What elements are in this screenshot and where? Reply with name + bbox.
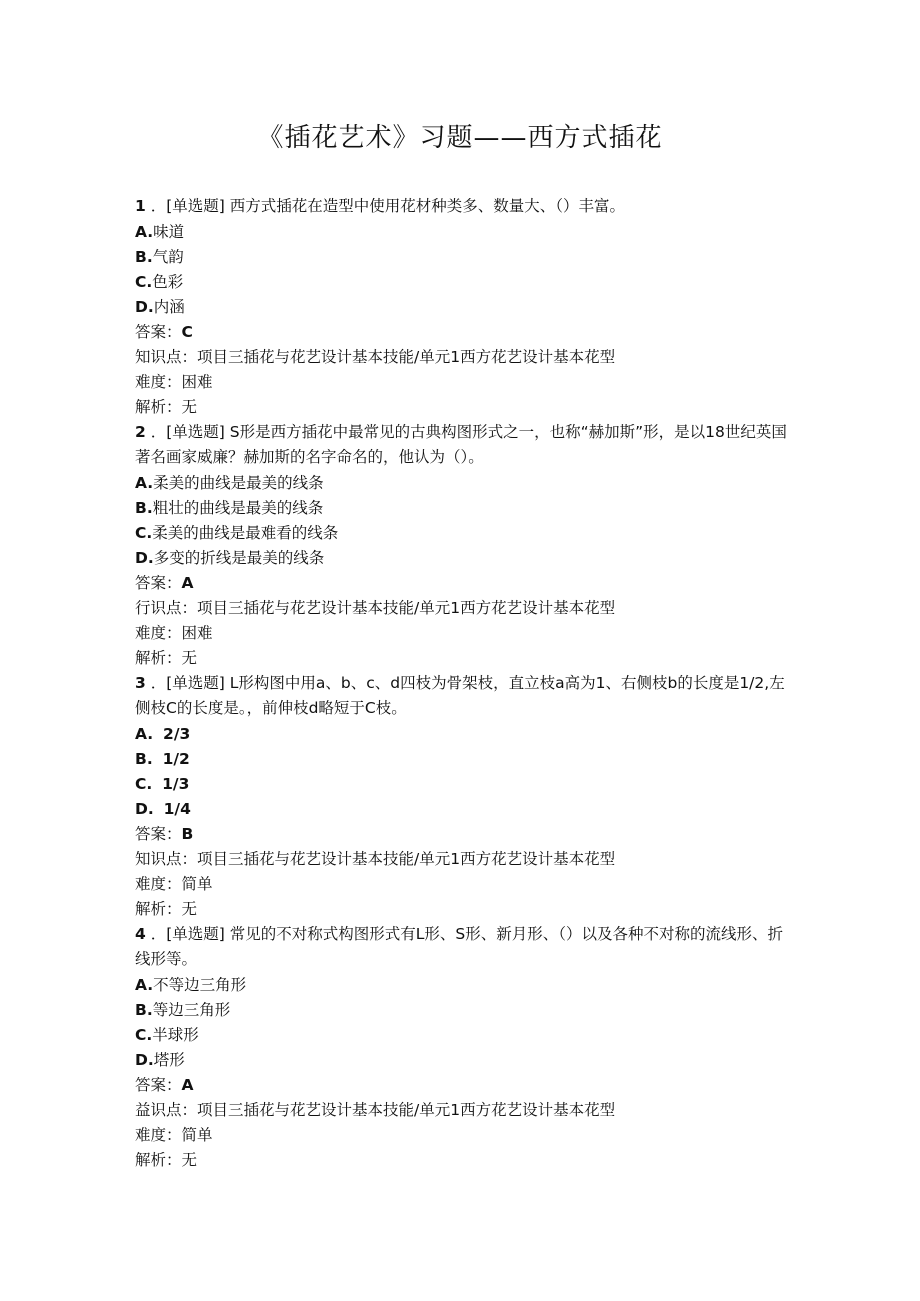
option-letter: A. [135,724,154,743]
question-text: S形是西方插花中最常见的古典构图形式之一，也称“赫加斯”形，是以18世纪英国著名画家威廉？赫加斯的名字命名的，他认为（）。 [135,422,787,466]
knowledge-label: 知识点： [135,849,198,868]
option-text: 等边三角形 [152,1000,231,1019]
analysis-label: 解析： [135,397,182,416]
option-text: 味道 [153,222,185,241]
question-number: 1 [135,197,146,215]
answer-line [135,571,795,596]
answer-value: C [181,322,193,341]
question-stem [135,922,795,973]
option-d [135,546,795,571]
answer-label: 答案： [135,573,182,592]
option-d [135,295,795,320]
option-a [135,220,795,245]
answer-label: 答案： [135,322,182,341]
option-text: 半球形 [152,1025,199,1044]
question-4 [135,922,795,1173]
question-text: 西方式插花在造型中使用花材种类多、数量大、（）丰富。 [229,197,626,215]
option-text: 柔美的曲线是最美的线条 [153,473,324,492]
question-2 [135,420,795,671]
option-text: 柔美的曲线是最难看的线条 [152,523,339,542]
option-c [135,270,795,295]
question-text: 常见的不对称式构图形式有L形、S形、新月形、（）以及各种不对称的流线形、折线形等。 [135,924,784,968]
analysis-line [135,395,795,420]
option-text: 1/3 [162,774,190,793]
analysis-value: 无 [181,1150,198,1169]
question-type: ．[单选题] [150,422,225,441]
difficulty-value: 困难 [181,372,213,391]
option-letter: B. [135,247,153,266]
answer-line [135,320,795,345]
question-type: ．[单选题] [150,924,225,943]
option-d [135,1048,795,1073]
option-letter: D. [135,1050,154,1069]
answer-line [135,1073,795,1098]
answer-label: 答案： [135,1075,182,1094]
question-stem [135,420,795,471]
knowledge-line [135,596,795,621]
difficulty-line [135,370,795,395]
answer-label: 答案： [135,824,182,843]
question-stem [135,671,795,722]
question-1 [135,194,795,420]
option-letter: B. [135,749,153,768]
difficulty-label: 难度： [135,372,182,391]
option-text: 2/3 [163,724,191,743]
knowledge-line [135,1098,795,1123]
option-c [135,521,795,546]
option-text: 不等边三角形 [153,975,247,994]
option-c [135,772,795,797]
option-text: 气韵 [152,247,184,266]
difficulty-line [135,621,795,646]
option-a [135,722,795,747]
option-text: 塔形 [153,1050,185,1069]
option-text: 1/4 [163,799,191,818]
option-letter: C. [135,774,153,793]
question-type: ．[单选题] [150,673,225,692]
knowledge-line [135,847,795,872]
option-letter: C. [135,272,153,291]
option-text: 1/2 [162,749,190,768]
difficulty-line [135,872,795,897]
option-letter: B. [135,498,153,517]
option-c [135,1023,795,1048]
knowledge-value: 项目三插花与花艺设计基本技能/单元1西方花艺设计基本花型 [197,1100,616,1119]
option-letter: C. [135,1025,153,1044]
option-letter: D. [135,548,154,567]
question-text: L形构图中用a、b、c、d四枝为骨架枝，直立枝a高为1、右侧枝b的长度是1/2,左侧枝C的长度是。，前伸枝d略短于C枝。 [135,673,785,717]
option-letter: D. [135,297,154,316]
option-letter: C. [135,523,153,542]
question-list [135,194,795,1173]
question-stem [135,194,795,220]
option-letter: B. [135,1000,153,1019]
difficulty-line [135,1123,795,1148]
question-number: 3 [135,673,146,692]
question-number: 2 [135,422,146,441]
analysis-value: 无 [181,397,198,416]
knowledge-value: 项目三插花与花艺设计基本技能/单元1西方花艺设计基本花型 [197,598,616,617]
option-b [135,998,795,1023]
difficulty-label: 难度： [135,623,182,642]
option-a [135,973,795,998]
knowledge-label: 行识点： [135,598,198,617]
knowledge-label: 知识点： [135,347,198,366]
difficulty-label: 难度： [135,1125,182,1144]
option-letter: A. [135,473,154,492]
option-letter: A. [135,222,154,241]
answer-line [135,822,795,847]
answer-value: A [181,1075,194,1094]
difficulty-label: 难度： [135,874,182,893]
analysis-line [135,897,795,922]
option-d [135,797,795,822]
option-letter: D. [135,799,154,818]
option-a [135,471,795,496]
question-number: 4 [135,924,146,943]
analysis-value: 无 [181,648,198,667]
option-text: 内涵 [153,297,185,316]
option-text: 色彩 [152,272,184,291]
knowledge-label: 益识点： [135,1100,198,1119]
option-b [135,245,795,270]
analysis-label: 解析： [135,1150,182,1169]
option-b [135,496,795,521]
analysis-value: 无 [181,899,198,918]
difficulty-value: 简单 [181,874,213,893]
knowledge-value: 项目三插花与花艺设计基本技能/单元1西方花艺设计基本花型 [197,849,616,868]
analysis-label: 解析： [135,648,182,667]
answer-value: A [181,573,194,592]
answer-value: B [181,824,194,843]
analysis-line [135,1148,795,1173]
option-text: 粗壮的曲线是最美的线条 [152,498,324,517]
question-type: ．[单选题] [150,197,225,215]
option-b [135,747,795,772]
document-title: 《插花艺术》习题——西方式插花 [257,123,663,153]
option-letter: A. [135,975,154,994]
difficulty-value: 简单 [181,1125,213,1144]
analysis-label: 解析： [135,899,182,918]
difficulty-value: 困难 [181,623,213,642]
knowledge-line [135,345,795,370]
question-3 [135,671,795,922]
option-text: 多变的折线是最美的线条 [153,548,325,567]
analysis-line [135,646,795,671]
knowledge-value: 项目三插花与花艺设计基本技能/单元1西方花艺设计基本花型 [197,347,616,366]
